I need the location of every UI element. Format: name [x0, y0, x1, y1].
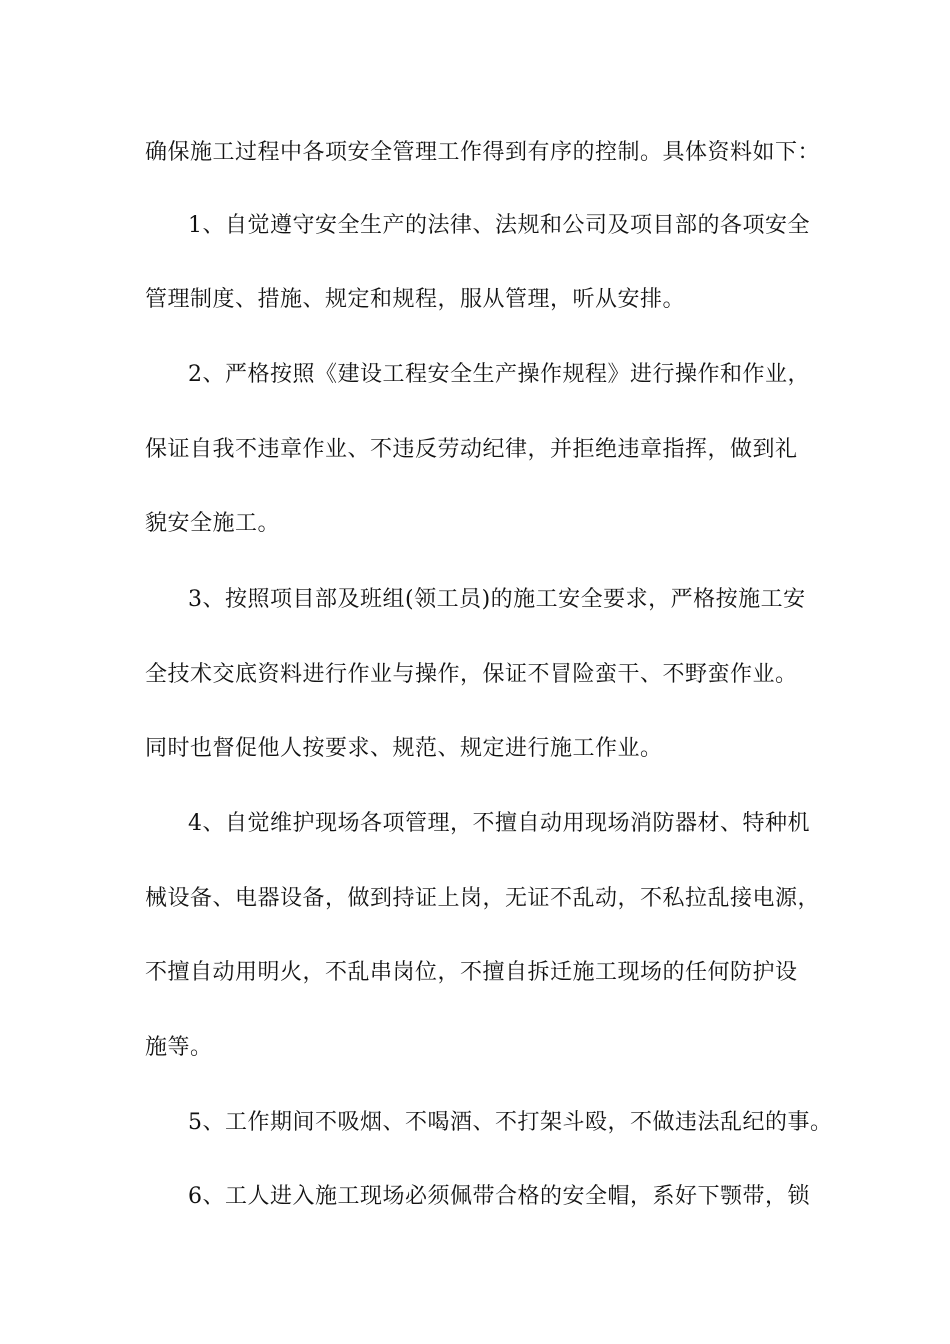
paragraph-line: 确保施工过程中各项安全管理工作得到有序的控制。具体资料如下：	[145, 140, 821, 165]
item-4-line: 4、自觉维护现场各项管理，不擅自动用现场消防器材、特种机	[188, 811, 810, 836]
item-3-line: 3、按照项目部及班组(领工员)的施工安全要求，严格按施工安	[188, 587, 806, 612]
item-5-line: 5、工作期间不吸烟、不喝酒、不打架斗殴，不做违法乱纪的事。	[188, 1110, 833, 1135]
item-4-continuation: 不擅自动用明火，不乱串岗位，不擅自拆迁施工现场的任何防护设	[145, 960, 798, 985]
item-2-continuation: 保证自我不违章作业、不违反劳动纪律，并拒绝违章指挥，做到礼	[145, 437, 798, 462]
item-1-line: 1、自觉遵守安全生产的法律、法规和公司及项目部的各项安全	[188, 213, 810, 238]
item-3-continuation: 全技术交底资料进行作业与操作，保证不冒险蛮干、不野蛮作业。	[145, 662, 798, 687]
item-6-line: 6、工人进入施工现场必须佩带合格的安全帽，系好下颚带，锁	[188, 1184, 810, 1209]
item-2-continuation: 貌安全施工。	[145, 511, 281, 536]
item-1-continuation: 管理制度、措施、规定和规程，服从管理，听从安排。	[145, 287, 686, 312]
item-3-continuation: 同时也督促他人按要求、规范、规定进行施工作业。	[145, 736, 663, 761]
item-4-continuation: 施等。	[145, 1035, 213, 1060]
item-4-continuation: 械设备、电器设备，做到持证上岗，无证不乱动，不私拉乱接电源，	[145, 886, 821, 911]
item-2-line: 2、严格按照《建设工程安全生产操作规程》进行操作和作业，	[188, 362, 810, 387]
